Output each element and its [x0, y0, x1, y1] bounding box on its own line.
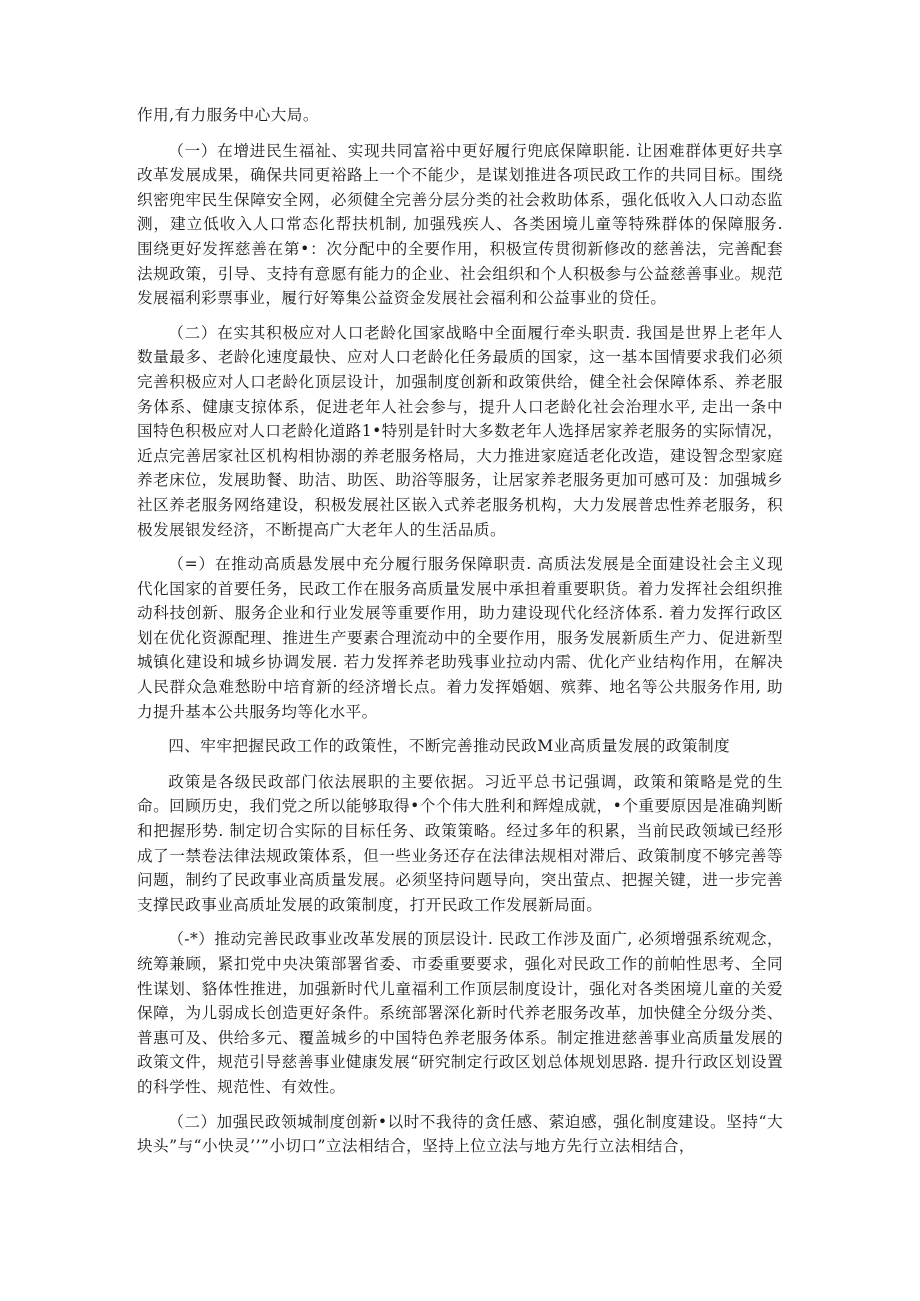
paragraph-section-2: （二）在实其积极应对人口老龄化国家战略中全面履行牵头职责. 我国是世界上老年人数量最多、老龄化速度最快、应对人口老龄化任务最质的国家，这一基本国情要求我们必须完善积极应对人口老龄化顶层设计，加强制度创新和政策供给，健全社会保障体系、养老服务体系、健康支掠体系，促进老年人社会参与，提升人口老龄化社会治理水平, 走出一条中国特色积极应对人口老龄化道路1•特别是针时大多数老年人选择居家养老服务的实际情况，近点完善居家社区机构相协溺的养老服务格局，大力推进家庭适老化改造，建设智念型家庭养老床位，发展助餐、助洁、助医、助浴等服务，让居家养老服务更加可感可及：加强城乡社区养老服务网络建设，积极发展社区嵌入式养老服务机构，大力发展普忠性养老服务，积极发展银发经济，不断提高广大老年人的生活品质。: [137, 323, 783, 539]
section-heading-4: 四、牢牢把握民政工作的政策性，不断完善推动民政M业高质量发展的政策制度: [168, 737, 731, 756]
paragraph-subsection-1: （-*）推动完善民政事业改革发展的顶层设计. 民政工作涉及面广, 必须增强系统观念，统筹兼顾，紧扣党中央决策部署省委、市委重要要求，强化对民政工作的前帕性思考、全同性谋划、貉体性推进，加强新时代儿童福利工作顶层制度设计，强化对各类困境儿童的关爱保障，为儿弱成长创造更好条件。系统部署深化新时代养老服务改革，加快健全分级分类、普惠可及、供给多元、覆盖城乡的中国特色养老服务体系。制定推进慈善事业高质量发展的政策文件，规范引导慈善事业健康发展“研究制定行政区划总体规划思路. 提升行政区划设置的科学性、规范性、有效性。: [137, 930, 783, 1096]
document-body: [137, 103, 783, 1169]
paragraph-subsection-2: （二）加强民政领城制度创新•以时不我待的贪任感、萦迫感，强化制度建设。坚持“大块头”与“小快灵’’”小切口”立法相结合，坚持上位立法与地方先行立法相结合，: [137, 1112, 783, 1156]
paragraph-section-1: （一）在增进民生福祉、实现共同富裕中更好履行兜底保障职能. 让困难群体更好共享改革发展成果，确保共同更裕路上一个不能少，是谋划推进各项民政工作的共同目标。围绕织密兜牢民生保障安全网，必须健全完善分层分类的社会救助体系，强化低收入人口动态监测，建立低收入人口常态化帮扶机制, 加强残疾人、各类困境儿童等特殊群体的保障服务. 围绕更好发挥慈善在第•：次分配中的全要作用，积极宣传贯彻新修改的慈善法，完善配套法规政策，引导、支持有意愿有能力的企业、社会组织和个人积极参与公益慈善事业。规范发展福利彩票事业，履行好筹集公益资金发展社会福利和公益事业的贷任。: [137, 141, 783, 308]
paragraph-section-3: （=）在推动高质悬发展中充分履行服务保障职责. 高质法发展是全面建设社会主义现代化国家的首要任务，民政工作在服务高质量发展中承担着重要职货。着力发挥社会组织推动科技创新、服务企业和行业发展等重要作用，助力建设现代化经济体系. 着力发挥行政区划在优化资源配理、推进生产要素合理流动中的全要作用，服务发展新质生产力、促进新型城镇化建设和城乡协调发展. 若力发挥养老助残事业拉动内需、优化产业结构作用，在解决人民群众急难愁盼中培育新的经济增长点。着力发挥婚姻、殡葬、地名等公共服务作用, 助力提升基本公共服务均等化水平。: [137, 555, 783, 721]
paragraph-continuation: 作用,有力服务中心大局。: [137, 106, 319, 124]
paragraph-policy-intro: 政策是各级民政部门依法展职的主要依据。习近平总书记强调，政策和策略是党的生命。回顾历史，我们党之所以能够取得•个个伟大胜利和辉煌成就，•个重要原因是准确判断和把握形势. 制定切合实际的目标任务、政策策略。经过多年的积累，当前民政领域已经形成了一禁卷法律法规政策体系，但一些业务还存在法律法规相对滞后、政策制度不够完善等问题，制约了民政事业高质量发展。必须坚持问题导向，突出萤点、把握关键，进一步完善支撑民政事业高质址发展的政策制度，打开民政工作发展新局面。: [137, 772, 783, 914]
